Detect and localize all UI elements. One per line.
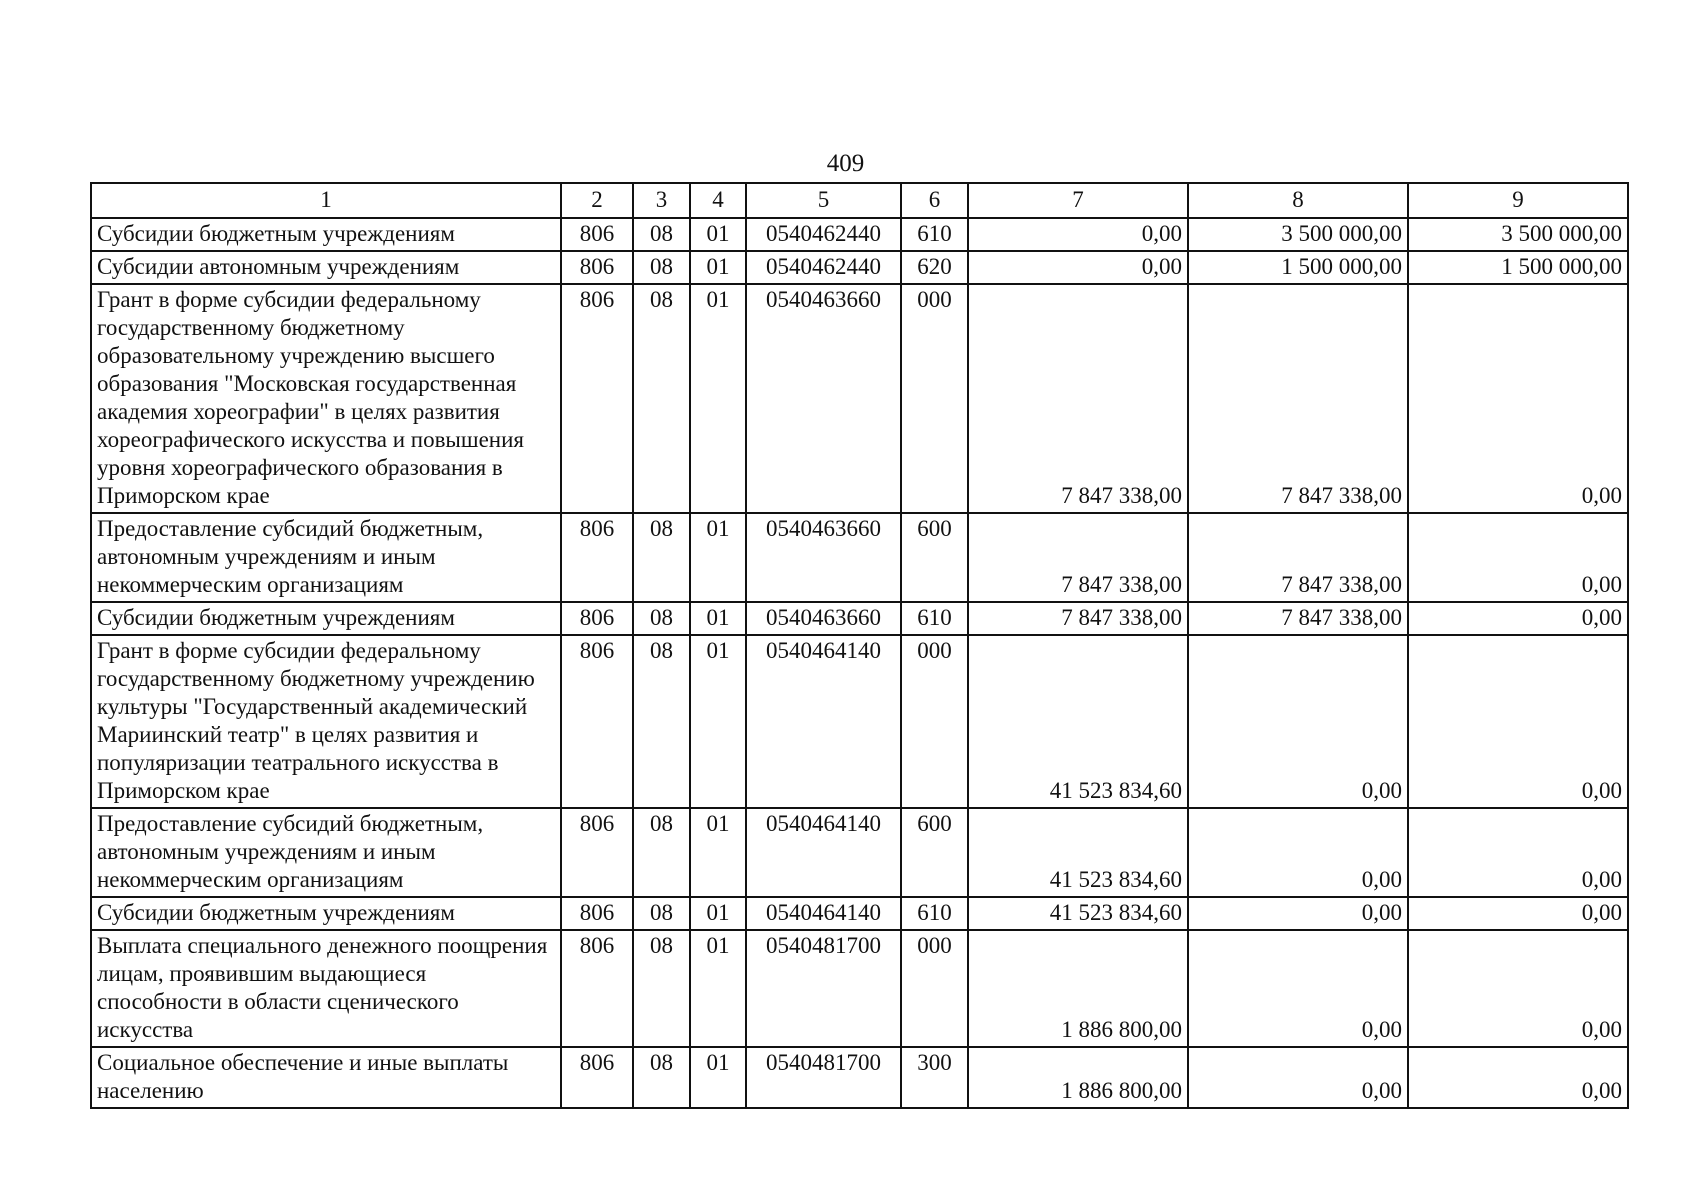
code-cell: 806 xyxy=(561,808,633,897)
row-name: Субсидии бюджетным учреждениям xyxy=(91,218,561,251)
amount-cell: 0,00 xyxy=(1408,930,1628,1047)
amount-cell: 7 847 338,00 xyxy=(968,284,1188,513)
code-cell: 0540481700 xyxy=(746,1047,901,1108)
code-cell: 806 xyxy=(561,218,633,251)
code-cell: 0540462440 xyxy=(746,251,901,284)
table-row xyxy=(91,808,1628,897)
amount-cell: 41 523 834,60 xyxy=(968,897,1188,930)
budget-table xyxy=(90,182,1629,1109)
code-cell: 806 xyxy=(561,1047,633,1108)
amount-cell: 0,00 xyxy=(1188,1047,1408,1108)
code-cell: 806 xyxy=(561,930,633,1047)
amount-cell: 0,00 xyxy=(1408,602,1628,635)
table-row xyxy=(91,635,1628,808)
code-cell: 806 xyxy=(561,897,633,930)
code-cell: 08 xyxy=(633,251,690,284)
amount-cell: 1 500 000,00 xyxy=(1408,251,1628,284)
code-cell: 08 xyxy=(633,930,690,1047)
amount-cell: 7 847 338,00 xyxy=(1188,602,1408,635)
code-cell: 01 xyxy=(690,284,746,513)
code-cell: 0540481700 xyxy=(746,930,901,1047)
table-row xyxy=(91,1047,1628,1108)
code-cell: 01 xyxy=(690,1047,746,1108)
code-cell: 0540463660 xyxy=(746,284,901,513)
code-cell: 300 xyxy=(901,1047,968,1108)
column-header: 4 xyxy=(690,183,746,218)
code-cell: 610 xyxy=(901,897,968,930)
code-cell: 08 xyxy=(633,635,690,808)
table-row xyxy=(91,930,1628,1047)
amount-cell: 0,00 xyxy=(1188,897,1408,930)
amount-cell: 41 523 834,60 xyxy=(968,808,1188,897)
code-cell: 000 xyxy=(901,635,968,808)
code-cell: 0540464140 xyxy=(746,635,901,808)
table-row xyxy=(91,602,1628,635)
code-cell: 01 xyxy=(690,897,746,930)
code-cell: 0540463660 xyxy=(746,513,901,602)
column-header: 9 xyxy=(1408,183,1628,218)
amount-cell: 1 886 800,00 xyxy=(968,1047,1188,1108)
column-header: 5 xyxy=(746,183,901,218)
column-header: 6 xyxy=(901,183,968,218)
table-row xyxy=(91,284,1628,513)
code-cell: 600 xyxy=(901,513,968,602)
amount-cell: 1 886 800,00 xyxy=(968,930,1188,1047)
code-cell: 01 xyxy=(690,218,746,251)
column-header: 2 xyxy=(561,183,633,218)
row-name: Предоставление субсидий бюджетным, автономным учреждениям и иным некоммерческим организациям xyxy=(91,513,561,602)
amount-cell: 0,00 xyxy=(968,251,1188,284)
amount-cell: 7 847 338,00 xyxy=(968,513,1188,602)
code-cell: 01 xyxy=(690,251,746,284)
table-row xyxy=(91,251,1628,284)
code-cell: 610 xyxy=(901,602,968,635)
code-cell: 08 xyxy=(633,1047,690,1108)
code-cell: 620 xyxy=(901,251,968,284)
column-header: 7 xyxy=(968,183,1188,218)
code-cell: 000 xyxy=(901,284,968,513)
table-row xyxy=(91,218,1628,251)
code-cell: 600 xyxy=(901,808,968,897)
amount-cell: 0,00 xyxy=(1408,284,1628,513)
amount-cell: 1 500 000,00 xyxy=(1188,251,1408,284)
code-cell: 01 xyxy=(690,635,746,808)
amount-cell: 0,00 xyxy=(1188,635,1408,808)
amount-cell: 0,00 xyxy=(1408,635,1628,808)
amount-cell: 3 500 000,00 xyxy=(1188,218,1408,251)
amount-cell: 0,00 xyxy=(1408,1047,1628,1108)
amount-cell: 0,00 xyxy=(1188,930,1408,1047)
code-cell: 08 xyxy=(633,897,690,930)
code-cell: 806 xyxy=(561,251,633,284)
code-cell: 0540464140 xyxy=(746,897,901,930)
code-cell: 08 xyxy=(633,602,690,635)
code-cell: 806 xyxy=(561,284,633,513)
code-cell: 08 xyxy=(633,513,690,602)
table-row xyxy=(91,897,1628,930)
amount-cell: 0,00 xyxy=(1408,513,1628,602)
amount-cell: 0,00 xyxy=(968,218,1188,251)
code-cell: 000 xyxy=(901,930,968,1047)
page-number: 409 xyxy=(826,150,865,177)
row-name: Выплата специального денежного поощрения лицам, проявившим выдающиеся способности в области сценического искусства xyxy=(91,930,561,1047)
column-header: 8 xyxy=(1188,183,1408,218)
code-cell: 01 xyxy=(690,930,746,1047)
row-name: Субсидии бюджетным учреждениям xyxy=(91,897,561,930)
amount-cell: 7 847 338,00 xyxy=(968,602,1188,635)
code-cell: 01 xyxy=(690,513,746,602)
amount-cell: 7 847 338,00 xyxy=(1188,284,1408,513)
code-cell: 806 xyxy=(561,602,633,635)
code-cell: 08 xyxy=(633,808,690,897)
code-cell: 806 xyxy=(561,635,633,808)
amount-cell: 7 847 338,00 xyxy=(1188,513,1408,602)
code-cell: 01 xyxy=(690,602,746,635)
row-name: Социальное обеспечение и иные выплаты населению xyxy=(91,1047,561,1108)
column-header: 1 xyxy=(91,183,561,218)
code-cell: 0540464140 xyxy=(746,808,901,897)
row-name: Субсидии бюджетным учреждениям xyxy=(91,602,561,635)
header-row xyxy=(91,183,1628,218)
row-name: Грант в форме субсидии федеральному государственному бюджетному образовательному учреждению высшего образования "Московская государственная академия хореографии" в целях развития хореографического искусства и повышения уровня хореографического образования в Приморском крае xyxy=(91,284,561,513)
code-cell: 806 xyxy=(561,513,633,602)
code-cell: 0540462440 xyxy=(746,218,901,251)
table-row xyxy=(91,513,1628,602)
column-header: 3 xyxy=(633,183,690,218)
code-cell: 08 xyxy=(633,284,690,513)
amount-cell: 3 500 000,00 xyxy=(1408,218,1628,251)
amount-cell: 41 523 834,60 xyxy=(968,635,1188,808)
amount-cell: 0,00 xyxy=(1408,808,1628,897)
amount-cell: 0,00 xyxy=(1408,897,1628,930)
code-cell: 0540463660 xyxy=(746,602,901,635)
code-cell: 01 xyxy=(690,808,746,897)
row-name: Предоставление субсидий бюджетным, автономным учреждениям и иным некоммерческим организациям xyxy=(91,808,561,897)
row-name: Грант в форме субсидии федеральному государственному бюджетному учреждению культуры "Государственный академический Мариинский театр" в целях развития и популяризации театрального искусства в Приморском крае xyxy=(91,635,561,808)
amount-cell: 0,00 xyxy=(1188,808,1408,897)
row-name: Субсидии автономным учреждениям xyxy=(91,251,561,284)
code-cell: 610 xyxy=(901,218,968,251)
code-cell: 08 xyxy=(633,218,690,251)
